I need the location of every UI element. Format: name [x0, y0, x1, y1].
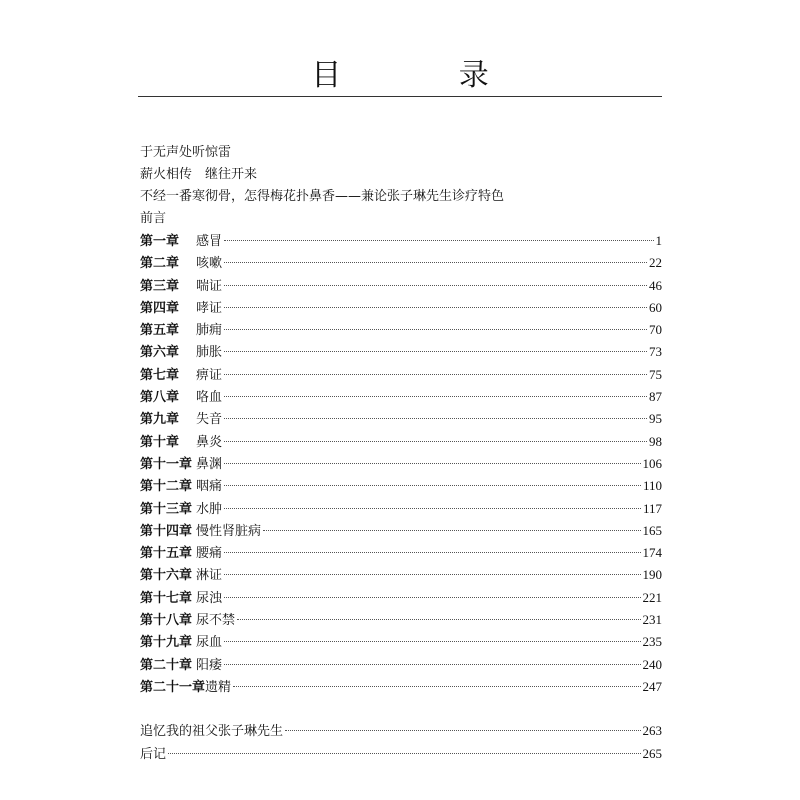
toc-entry-chapter-16[interactable] — [140, 564, 662, 586]
toc-entry-chapter-13[interactable] — [140, 498, 662, 520]
chapter-number: 第十八章 — [140, 613, 193, 629]
toc-entry-chapter-8[interactable] — [140, 386, 662, 408]
dot-leader — [224, 307, 647, 308]
dot-leader — [224, 396, 647, 397]
chapter-number: 第十七章 — [140, 590, 193, 606]
entry-title: 痹证 — [196, 367, 223, 383]
toc-entry-chapter-2[interactable] — [140, 252, 662, 274]
chapter-number: 第十四章 — [140, 523, 193, 539]
entry-title: 失音 — [196, 412, 223, 428]
entry-title: 肺痈 — [196, 323, 223, 339]
entry-title: 腰痛 — [196, 546, 223, 562]
toc-entry-chapter-15[interactable] — [140, 542, 662, 564]
toc-entry-chapter-19[interactable] — [140, 631, 662, 653]
toc-entry-chapter-11[interactable] — [140, 453, 662, 475]
dot-leader — [285, 730, 640, 731]
dot-leader — [224, 262, 647, 263]
toc-entry-chapter-7[interactable] — [140, 364, 662, 386]
intro-item-preface-3[interactable]: 不经一番寒彻骨，怎得梅花扑鼻香——兼论张子琳先生诊疗特色 — [140, 189, 505, 204]
dot-leader — [224, 418, 647, 419]
page-number: 60 — [649, 299, 662, 315]
title-rule — [138, 96, 662, 97]
page-number: 46 — [649, 277, 662, 293]
toc-entry-appendix-1[interactable] — [140, 720, 662, 742]
chapter-number: 第十六章 — [140, 568, 193, 584]
entry-title: 咯血 — [196, 390, 223, 406]
toc-entry-chapter-5[interactable] — [140, 319, 662, 341]
page-number: 235 — [642, 634, 662, 650]
page-number: 1 — [655, 233, 662, 248]
page-number: 190 — [642, 567, 662, 583]
toc-entry-chapter-14[interactable] — [140, 520, 662, 542]
entry-title: 鼻炎 — [196, 434, 223, 450]
dot-leader — [224, 485, 641, 486]
entry-title: 遗精 — [205, 679, 232, 695]
section-gap — [140, 698, 662, 720]
chapter-list — [140, 230, 662, 698]
page-number: 75 — [649, 366, 662, 382]
appendix-list — [140, 720, 662, 765]
entry-title: 喘证 — [196, 278, 223, 294]
page-number: 247 — [642, 678, 662, 694]
dot-leader — [224, 664, 640, 665]
dot-leader — [224, 641, 640, 642]
toc-entry-chapter-20[interactable] — [140, 654, 662, 676]
chapter-number: 第二十一章 — [140, 679, 206, 695]
chapter-number: 第十九章 — [140, 635, 193, 651]
chapter-number: 第十五章 — [140, 546, 193, 562]
dot-leader — [224, 508, 641, 509]
toc-entry-chapter-9[interactable] — [140, 408, 662, 430]
chapter-number: 第一章 — [140, 234, 180, 249]
chapter-number: 第五章 — [140, 323, 180, 339]
page-number: 73 — [649, 344, 662, 360]
intro-item-preface-1[interactable]: 于无声处听惊雷 — [140, 145, 232, 160]
chapter-number: 第九章 — [140, 412, 180, 428]
dot-leader — [224, 441, 647, 442]
dot-leader — [224, 285, 647, 286]
dot-leader — [224, 574, 640, 575]
dot-leader — [233, 686, 640, 687]
toc-entry-appendix-2[interactable] — [140, 743, 662, 765]
page-number: 221 — [642, 589, 662, 605]
chapter-number: 第六章 — [140, 345, 180, 361]
toc-entry-chapter-17[interactable] — [140, 587, 662, 609]
chapter-number: 第二章 — [140, 256, 180, 272]
entry-title: 后记 — [140, 746, 167, 762]
entry-title: 鼻渊 — [196, 456, 223, 472]
dot-leader — [224, 329, 647, 330]
toc-entry-chapter-3[interactable] — [140, 275, 662, 297]
page-number: 87 — [649, 389, 662, 405]
chapter-number: 第四章 — [140, 300, 180, 316]
entry-title: 咽痛 — [196, 479, 223, 495]
toc-entry-chapter-21[interactable] — [140, 676, 662, 698]
chapter-number: 第十章 — [140, 434, 180, 450]
page-number: 110 — [642, 478, 662, 494]
chapter-number: 第十一章 — [140, 456, 193, 472]
chapter-number: 第二十章 — [140, 657, 193, 673]
toc-entry-chapter-6[interactable] — [140, 341, 662, 363]
toc-entry-chapter-4[interactable] — [140, 297, 662, 319]
dot-leader — [237, 619, 640, 620]
dot-leader — [168, 753, 640, 754]
entry-title: 感冒 — [196, 234, 223, 249]
chapter-number: 第十二章 — [140, 479, 193, 495]
dot-leader — [224, 597, 640, 598]
page-number: 165 — [642, 522, 662, 538]
toc-entry-chapter-1[interactable] — [140, 230, 662, 252]
dot-leader — [263, 530, 640, 531]
page-number: 70 — [649, 322, 662, 338]
entry-title: 阳痿 — [196, 657, 223, 673]
dot-leader — [224, 463, 640, 464]
entry-title: 尿浊 — [196, 590, 223, 606]
chapter-number: 第七章 — [140, 367, 180, 383]
page-title: 目 录 — [311, 58, 543, 93]
page-number: 240 — [642, 656, 662, 672]
chapter-number: 第十三章 — [140, 501, 193, 517]
intro-item-foreword[interactable]: 前言 — [140, 211, 167, 226]
dot-leader — [224, 552, 640, 553]
entry-title: 咳嗽 — [196, 256, 223, 272]
entry-title: 哮证 — [196, 300, 223, 316]
chapter-number: 第三章 — [140, 278, 180, 294]
page-number: 22 — [649, 255, 662, 271]
dot-leader — [224, 240, 653, 241]
page-number: 231 — [642, 612, 662, 628]
toc-entry-chapter-10[interactable] — [140, 431, 662, 453]
chapter-number: 第八章 — [140, 390, 180, 406]
page-number: 95 — [649, 411, 662, 427]
page-number: 174 — [642, 545, 662, 561]
entry-title: 肺胀 — [196, 345, 223, 361]
page-number: 117 — [642, 500, 662, 516]
dot-leader — [224, 351, 647, 352]
table-of-contents — [140, 142, 662, 765]
entry-title: 尿血 — [196, 635, 223, 651]
dot-leader — [224, 374, 647, 375]
toc-entry-chapter-12[interactable] — [140, 475, 662, 497]
page-number: 98 — [649, 433, 662, 449]
entry-title: 淋证 — [196, 568, 223, 584]
entry-title: 慢性肾脏病 — [196, 523, 262, 539]
page-number: 265 — [642, 745, 662, 761]
entry-title: 追忆我的祖父张子琳先生 — [140, 724, 284, 740]
toc-entry-chapter-18[interactable] — [140, 609, 662, 631]
entry-title: 尿不禁 — [196, 613, 236, 629]
entry-title: 水肿 — [196, 501, 223, 517]
page-number: 106 — [642, 455, 662, 471]
page-number: 263 — [642, 723, 662, 739]
intro-item-preface-2[interactable]: 薪火相传 继往开来 — [140, 167, 258, 182]
